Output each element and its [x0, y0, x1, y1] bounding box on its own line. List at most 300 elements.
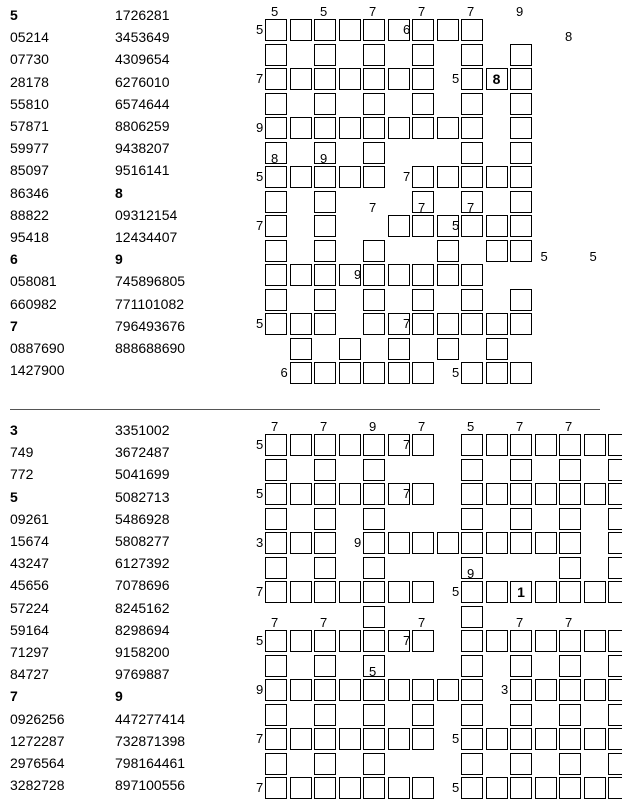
word-entry: 88822 — [10, 206, 49, 223]
grid-cell[interactable] — [290, 777, 312, 799]
grid-cell[interactable] — [290, 483, 312, 505]
grid-cell[interactable] — [339, 630, 361, 652]
grid-cell[interactable] — [290, 313, 312, 335]
grid-cell[interactable] — [339, 19, 361, 41]
grid-cell[interactable] — [461, 313, 483, 335]
clue-length-label: 5 — [452, 731, 460, 746]
grid-cell[interactable] — [437, 679, 459, 701]
grid-cell[interactable] — [265, 215, 287, 237]
grid-cell[interactable] — [388, 338, 410, 360]
grid-cell[interactable] — [339, 166, 361, 188]
grid-cell[interactable] — [265, 313, 287, 335]
grid-cell[interactable] — [265, 191, 287, 213]
grid-cell[interactable] — [412, 434, 434, 456]
word-entry: 43247 — [10, 555, 49, 572]
grid-cell[interactable] — [412, 68, 434, 90]
grid-cell[interactable] — [363, 753, 385, 775]
grid-cell[interactable] — [486, 338, 508, 360]
word-entry: 8245162 — [115, 599, 170, 616]
grid-cell[interactable] — [559, 777, 581, 799]
grid-cell[interactable] — [265, 93, 287, 115]
grid-cell[interactable] — [265, 44, 287, 66]
grid-cell[interactable] — [437, 532, 459, 554]
word-length-header: 7 — [10, 688, 18, 705]
word-entry: 447277414 — [115, 710, 186, 727]
clue-length-label: 9 — [354, 535, 362, 550]
grid-cell[interactable] — [608, 557, 622, 579]
grid-cell[interactable] — [363, 483, 385, 505]
word-entry: 8298694 — [115, 621, 170, 638]
grid-cell[interactable] — [584, 679, 606, 701]
grid-cell[interactable] — [461, 777, 483, 799]
clue-length-label: 7 — [271, 419, 279, 434]
grid-cell[interactable] — [290, 679, 312, 701]
grid-cell[interactable] — [265, 728, 287, 750]
grid-cell[interactable] — [486, 728, 508, 750]
grid-cell[interactable] — [486, 532, 508, 554]
grid-cell[interactable] — [314, 532, 336, 554]
grid-cell[interactable] — [559, 508, 581, 530]
grid-cell[interactable] — [265, 508, 287, 530]
grid-cell[interactable] — [412, 117, 434, 139]
grid-cell[interactable] — [608, 483, 622, 505]
grid-cell[interactable] — [314, 679, 336, 701]
grid-cell[interactable] — [437, 338, 459, 360]
word-entry: 71297 — [10, 644, 49, 661]
grid-cell[interactable] — [486, 215, 508, 237]
grid-cell[interactable] — [584, 434, 606, 456]
grid-cell[interactable] — [363, 434, 385, 456]
grid-cell[interactable] — [535, 679, 557, 701]
grid-cell[interactable] — [461, 166, 483, 188]
grid-cell[interactable] — [363, 704, 385, 726]
grid-cell[interactable] — [461, 117, 483, 139]
grid-cell[interactable] — [412, 44, 434, 66]
grid-cell[interactable] — [363, 264, 385, 286]
grid-cell[interactable] — [290, 117, 312, 139]
grid-cell[interactable] — [510, 240, 532, 262]
grid-cell[interactable] — [290, 362, 312, 384]
grid-cell[interactable] — [559, 459, 581, 481]
clue-length-label: 7 — [403, 169, 411, 184]
grid-cell[interactable] — [559, 728, 581, 750]
grid-cell[interactable] — [363, 362, 385, 384]
clue-length-label: 5 — [256, 22, 264, 37]
grid-cell[interactable] — [290, 532, 312, 554]
grid-cell[interactable] — [363, 532, 385, 554]
word-entry: 84727 — [10, 666, 49, 683]
grid-cell[interactable] — [559, 630, 581, 652]
grid-cell[interactable] — [314, 655, 336, 677]
clue-length-label: 7 — [418, 4, 426, 19]
grid-cell[interactable] — [486, 483, 508, 505]
grid-cell[interactable] — [608, 777, 622, 799]
grid-cell[interactable] — [363, 19, 385, 41]
grid-cell[interactable] — [314, 581, 336, 603]
grid-cell[interactable] — [461, 215, 483, 237]
grid-cell[interactable] — [412, 313, 434, 335]
grid-cell[interactable] — [510, 44, 532, 66]
grid-cell[interactable] — [314, 483, 336, 505]
grid-cell[interactable] — [412, 289, 434, 311]
word-entry: 86346 — [10, 184, 49, 201]
grid-cell[interactable] — [461, 19, 483, 41]
grid-cell[interactable] — [265, 483, 287, 505]
clue-length-label: 7 — [320, 419, 328, 434]
grid-cell[interactable] — [265, 532, 287, 554]
word-entry: 9769887 — [115, 666, 170, 683]
grid-cell[interactable] — [265, 655, 287, 677]
grid-cell[interactable] — [265, 166, 287, 188]
grid-cell[interactable] — [510, 313, 532, 335]
grid-cell[interactable] — [314, 264, 336, 286]
grid-cell[interactable] — [290, 434, 312, 456]
grid-cell[interactable] — [314, 19, 336, 41]
grid-cell[interactable] — [363, 142, 385, 164]
grid-cell[interactable] — [265, 117, 287, 139]
word-entry: 745896805 — [115, 273, 186, 290]
grid-cell[interactable] — [486, 630, 508, 652]
grid-cell[interactable] — [608, 581, 622, 603]
grid-cell[interactable] — [437, 264, 459, 286]
word-entry: 07730 — [10, 51, 49, 68]
grid-cell[interactable] — [314, 191, 336, 213]
word-entry: 09312154 — [115, 206, 178, 223]
grid-cell[interactable] — [339, 117, 361, 139]
grid-cell[interactable] — [510, 728, 532, 750]
grid-cell[interactable] — [314, 44, 336, 66]
grid-cell[interactable] — [559, 483, 581, 505]
grid-cell[interactable] — [461, 606, 483, 628]
grid-cell[interactable] — [363, 630, 385, 652]
grid-cell[interactable] — [412, 630, 434, 652]
grid-cell[interactable] — [486, 362, 508, 384]
grid-cell[interactable] — [510, 459, 532, 481]
grid-cell[interactable] — [290, 68, 312, 90]
grid-cell[interactable] — [265, 557, 287, 579]
grid-cell[interactable] — [363, 606, 385, 628]
grid-cell[interactable] — [510, 581, 532, 603]
grid-cell[interactable] — [510, 117, 532, 139]
word-entry: 57871 — [10, 118, 49, 135]
grid-cell[interactable] — [461, 483, 483, 505]
grid-cell[interactable] — [314, 630, 336, 652]
grid-cell[interactable] — [510, 93, 532, 115]
grid-cell[interactable] — [339, 338, 361, 360]
grid-cell[interactable] — [584, 483, 606, 505]
grid-cell[interactable] — [584, 777, 606, 799]
grid-cell[interactable] — [461, 264, 483, 286]
grid-cell[interactable] — [412, 532, 434, 554]
grid-cell[interactable] — [412, 362, 434, 384]
grid-cell[interactable] — [314, 557, 336, 579]
grid-cell[interactable] — [388, 581, 410, 603]
grid-cell[interactable] — [608, 508, 622, 530]
word-entry: 9438207 — [115, 140, 170, 157]
grid-cell[interactable] — [461, 142, 483, 164]
grid-cell[interactable] — [265, 777, 287, 799]
grid-cell[interactable] — [388, 362, 410, 384]
grid-cell[interactable] — [314, 434, 336, 456]
grid-cell[interactable] — [584, 630, 606, 652]
grid-cell[interactable] — [314, 93, 336, 115]
grid-cell[interactable] — [510, 777, 532, 799]
grid-cell[interactable] — [461, 532, 483, 554]
grid-cell[interactable] — [437, 313, 459, 335]
grid-cell[interactable] — [265, 704, 287, 726]
grid-cell[interactable] — [437, 117, 459, 139]
grid-cell[interactable] — [314, 362, 336, 384]
grid-cell[interactable] — [510, 191, 532, 213]
grid-cell[interactable] — [412, 581, 434, 603]
grid-cell[interactable] — [363, 166, 385, 188]
grid-cell[interactable] — [412, 93, 434, 115]
grid-cell[interactable] — [339, 434, 361, 456]
grid-cell[interactable] — [461, 704, 483, 726]
grid-cell[interactable] — [290, 19, 312, 41]
grid-cell[interactable] — [535, 483, 557, 505]
puzzle-2-word-list-col2 — [115, 419, 185, 796]
grid-cell[interactable] — [535, 728, 557, 750]
grid-cell[interactable] — [510, 166, 532, 188]
grid-cell[interactable] — [363, 313, 385, 335]
grid-cell[interactable] — [559, 679, 581, 701]
grid-cell[interactable] — [461, 362, 483, 384]
grid-cell[interactable] — [510, 679, 532, 701]
clue-length-label: 7 — [516, 615, 524, 630]
grid-cell[interactable] — [608, 655, 622, 677]
grid-cell[interactable] — [412, 728, 434, 750]
grid-cell[interactable] — [559, 655, 581, 677]
grid-cell[interactable] — [608, 532, 622, 554]
grid-cell[interactable] — [412, 215, 434, 237]
grid-cell[interactable] — [314, 313, 336, 335]
grid-cell[interactable] — [559, 753, 581, 775]
grid-cell[interactable] — [314, 753, 336, 775]
grid-cell[interactable] — [363, 240, 385, 262]
grid-cell[interactable] — [412, 679, 434, 701]
puzzle-1-word-list-col1 — [10, 4, 65, 381]
grid-cell[interactable] — [339, 777, 361, 799]
grid-cell[interactable] — [412, 264, 434, 286]
grid-cell[interactable] — [290, 338, 312, 360]
clue-length-label: 5 — [369, 664, 377, 679]
grid-cell[interactable] — [265, 19, 287, 41]
grid-cell[interactable] — [363, 44, 385, 66]
grid-cell[interactable] — [290, 728, 312, 750]
clue-length-label: 7 — [403, 437, 411, 452]
grid-cell[interactable] — [265, 264, 287, 286]
grid-cell[interactable] — [265, 289, 287, 311]
grid-cell[interactable] — [486, 240, 508, 262]
grid-cell[interactable] — [510, 704, 532, 726]
grid-cell[interactable] — [510, 434, 532, 456]
grid-cell[interactable] — [510, 655, 532, 677]
grid-cell[interactable] — [510, 508, 532, 530]
grid-cell[interactable] — [314, 289, 336, 311]
word-entry: 15674 — [10, 533, 49, 550]
clue-length-label: 5 — [256, 633, 264, 648]
grid-cell[interactable] — [461, 508, 483, 530]
grid-cell[interactable] — [314, 508, 336, 530]
grid-cell[interactable] — [461, 728, 483, 750]
grid-cell[interactable] — [290, 166, 312, 188]
grid-cell[interactable] — [339, 581, 361, 603]
grid-cell[interactable] — [290, 630, 312, 652]
grid-cell[interactable] — [608, 630, 622, 652]
grid-cell[interactable] — [339, 68, 361, 90]
grid-cell[interactable] — [363, 581, 385, 603]
clue-length-label: 7 — [403, 486, 411, 501]
grid-cell[interactable] — [437, 240, 459, 262]
word-entry: 95418 — [10, 229, 49, 246]
grid-cell[interactable] — [339, 483, 361, 505]
word-entry: 796493676 — [115, 317, 186, 334]
grid-cell[interactable] — [608, 753, 622, 775]
grid-cell[interactable] — [412, 483, 434, 505]
grid-cell[interactable] — [388, 215, 410, 237]
grid-cell[interactable] — [486, 777, 508, 799]
grid-cell[interactable] — [265, 434, 287, 456]
grid-cell[interactable] — [388, 679, 410, 701]
grid-cell[interactable] — [461, 93, 483, 115]
grid-cell[interactable] — [608, 434, 622, 456]
word-entry: 772 — [10, 466, 34, 483]
grid-cell[interactable] — [510, 362, 532, 384]
grid-cell[interactable] — [363, 508, 385, 530]
grid-cell[interactable] — [265, 581, 287, 603]
grid-cell[interactable] — [461, 289, 483, 311]
grid-cell[interactable] — [461, 581, 483, 603]
grid-cell[interactable] — [412, 777, 434, 799]
grid-cell[interactable] — [412, 19, 434, 41]
word-entry: 2976564 — [10, 755, 65, 772]
grid-cell[interactable] — [314, 459, 336, 481]
word-entry: 3672487 — [115, 444, 170, 461]
grid-cell[interactable] — [486, 68, 508, 90]
grid-cell[interactable] — [461, 44, 483, 66]
grid-cell[interactable] — [265, 240, 287, 262]
grid-cell[interactable] — [510, 68, 532, 90]
grid-cell[interactable] — [461, 68, 483, 90]
grid-cell[interactable] — [363, 117, 385, 139]
grid-cell[interactable] — [290, 264, 312, 286]
grid-cell[interactable] — [559, 557, 581, 579]
grid-cell[interactable] — [363, 459, 385, 481]
grid-cell[interactable] — [339, 362, 361, 384]
grid-cell[interactable] — [339, 679, 361, 701]
grid-cell[interactable] — [363, 557, 385, 579]
clue-length-label: 5 — [452, 365, 460, 380]
grid-cell[interactable] — [461, 753, 483, 775]
grid-cell[interactable] — [510, 142, 532, 164]
grid-cell[interactable] — [510, 215, 532, 237]
grid-cell[interactable] — [559, 532, 581, 554]
grid-cell[interactable] — [510, 753, 532, 775]
grid-cell[interactable] — [608, 728, 622, 750]
clue-length-label: 5 — [589, 249, 597, 264]
grid-cell[interactable] — [388, 532, 410, 554]
clue-length-label: 5 — [256, 169, 264, 184]
grid-cell[interactable] — [363, 68, 385, 90]
clue-length-label: 5 — [271, 4, 279, 19]
grid-cell[interactable] — [363, 93, 385, 115]
grid-cell[interactable] — [314, 777, 336, 799]
grid-cell[interactable] — [559, 704, 581, 726]
grid-cell[interactable] — [339, 728, 361, 750]
grid-cell[interactable] — [314, 166, 336, 188]
grid-cell[interactable] — [510, 289, 532, 311]
grid-cell[interactable] — [608, 459, 622, 481]
grid-cell[interactable] — [363, 777, 385, 799]
grid-cell[interactable] — [265, 459, 287, 481]
word-entry: 5082713 — [115, 488, 170, 505]
grid-cell[interactable] — [535, 434, 557, 456]
grid-cell[interactable] — [510, 630, 532, 652]
grid-cell[interactable] — [412, 166, 434, 188]
grid-cell[interactable] — [486, 166, 508, 188]
grid-cell[interactable] — [314, 68, 336, 90]
grid-cell[interactable] — [510, 483, 532, 505]
puzzle-1-word-list-col2 — [115, 4, 185, 359]
grid-cell[interactable] — [388, 264, 410, 286]
grid-cell[interactable] — [461, 459, 483, 481]
grid-cell[interactable] — [608, 679, 622, 701]
grid-cell[interactable] — [314, 728, 336, 750]
grid-cell[interactable] — [510, 532, 532, 554]
grid-cell[interactable] — [559, 434, 581, 456]
grid-cell[interactable] — [535, 532, 557, 554]
grid-cell[interactable] — [584, 581, 606, 603]
grid-cell[interactable] — [265, 630, 287, 652]
grid-cell[interactable] — [461, 679, 483, 701]
grid-cell[interactable] — [535, 630, 557, 652]
grid-cell[interactable] — [437, 166, 459, 188]
grid-cell[interactable] — [535, 777, 557, 799]
grid-cell[interactable] — [265, 679, 287, 701]
grid-cell[interactable] — [486, 581, 508, 603]
grid-cell[interactable] — [265, 753, 287, 775]
grid-cell[interactable] — [461, 434, 483, 456]
grid-cell[interactable] — [363, 679, 385, 701]
grid-cell[interactable] — [314, 240, 336, 262]
grid-cell[interactable] — [363, 289, 385, 311]
grid-cell[interactable] — [290, 581, 312, 603]
word-entry: 732871398 — [115, 732, 186, 749]
grid-cell[interactable] — [486, 313, 508, 335]
grid-cell[interactable] — [388, 728, 410, 750]
grid-cell[interactable] — [584, 728, 606, 750]
grid-cell[interactable] — [412, 704, 434, 726]
grid-cell[interactable] — [559, 581, 581, 603]
clue-length-label: 5 — [256, 486, 264, 501]
grid-cell[interactable] — [314, 117, 336, 139]
grid-cell[interactable] — [314, 215, 336, 237]
grid-cell[interactable] — [388, 777, 410, 799]
clue-length-label: 8 — [271, 151, 279, 166]
grid-cell[interactable] — [486, 434, 508, 456]
grid-cell[interactable] — [314, 704, 336, 726]
grid-cell[interactable] — [437, 19, 459, 41]
grid-cell[interactable] — [265, 68, 287, 90]
grid-cell[interactable] — [388, 117, 410, 139]
grid-cell[interactable] — [461, 630, 483, 652]
grid-cell[interactable] — [388, 68, 410, 90]
grid-cell[interactable] — [363, 728, 385, 750]
grid-cell[interactable] — [535, 581, 557, 603]
grid-cell[interactable] — [608, 704, 622, 726]
grid-cell[interactable] — [461, 655, 483, 677]
